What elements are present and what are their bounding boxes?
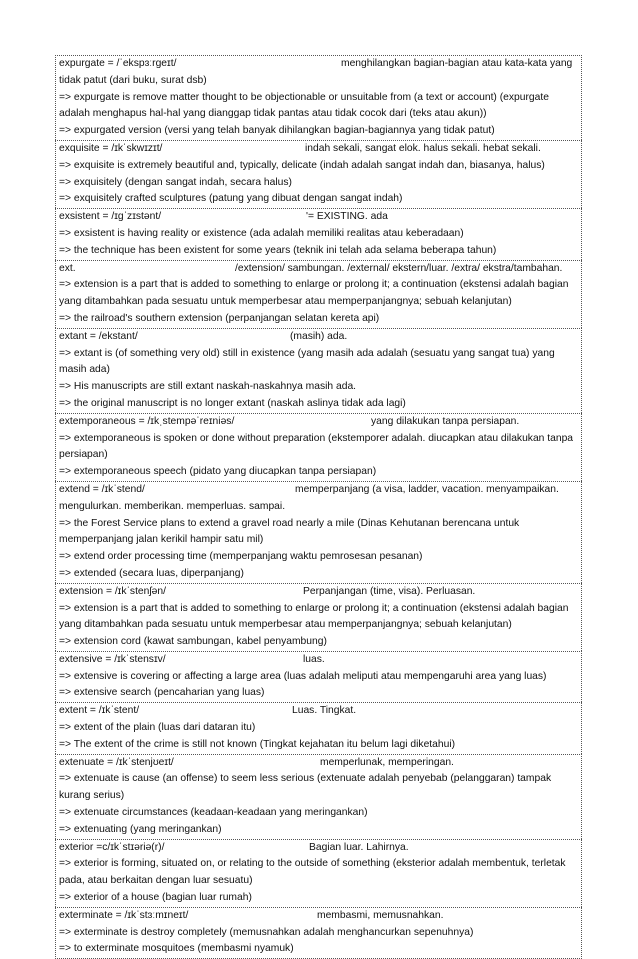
dictionary-entry bbox=[55, 413, 582, 481]
dictionary-entry bbox=[55, 55, 582, 140]
entry-example-line: => extension is a part that is added to something to enlarge or prolong it; a continuation (ekstensi adalah bagian yang ditambahkan pada sesuatu untuk memperbesar atau memperpanjangnya; sebuah kelanjutan) bbox=[59, 602, 569, 631]
dictionary-entry bbox=[55, 839, 582, 907]
entry-definition: Bagian luar. Lahirnya. bbox=[309, 841, 409, 853]
entry-example-line: => exquisite is extremely beautiful and, typically, delicate (indah adalah sangat indah dan, biasanya, halus) bbox=[59, 159, 545, 171]
entry-term: extant = /ekstant/ bbox=[59, 330, 138, 342]
dictionary-entry bbox=[55, 208, 582, 259]
entry-term: exterior =c/ɪkˈstɪəriə(r)/ bbox=[59, 841, 165, 853]
entry-headword-line bbox=[59, 261, 578, 278]
entry-example-line: => exquisitely (dengan sangat indah, secara halus) bbox=[59, 176, 292, 188]
entry-term: extemporaneous = /ɪkˌstempəˈreɪniəs/ bbox=[59, 415, 235, 427]
entry-term: exquisite = /ɪkˈskwɪzɪt/ bbox=[59, 142, 163, 154]
dictionary-entry bbox=[55, 907, 582, 959]
entry-example-line: => exterminate is destroy completely (memusnahkan adalah menghancurkan sepenuhnya) bbox=[59, 926, 474, 938]
entry-example-line: => exterior is forming, situated on, or relating to the outside of something (eksterior adalah membentuk, terletak pada, atau berkaitan dengan luar sesuatu) bbox=[59, 858, 566, 887]
entry-headword-line bbox=[59, 652, 578, 669]
entry-example-line: => extenuating (yang meringankan) bbox=[59, 823, 222, 835]
entry-example-line: => the railroad's southern extension (perpanjangan selatan kereta api) bbox=[59, 312, 380, 324]
entry-term: extent = /ɪkˈstent/ bbox=[59, 705, 140, 717]
entry-definition: indah sekali, sangat elok. halus sekali. hebat sekali. bbox=[305, 142, 541, 154]
dictionary-entry bbox=[55, 481, 582, 583]
entry-example-line: => exterior of a house (bagian luar rumah) bbox=[59, 892, 252, 904]
entry-example-line: => the technique has been existent for some years (teknik ini telah ada selama beberapa tahun) bbox=[59, 244, 497, 256]
entry-example-line: => extenuate is cause (an offense) to seem less serious (extenuate adalah penyebab (pelanggaran) tampak kurang serius) bbox=[59, 773, 552, 802]
entry-example-line: => the original manuscript is no longer extant (naskah aslinya tidak ada lagi) bbox=[59, 397, 406, 409]
entry-term: expurgate = /ˈekspɜːrgeɪt/ bbox=[59, 58, 177, 69]
entry-example-line: => extant is (of something very old) still in existence (yang masih ada adalah (sesuatu yang sangat tua) yang masih ada) bbox=[59, 347, 555, 376]
entry-example-line: => extension cord (kawat sambungan, kabel penyambung) bbox=[59, 636, 327, 648]
dictionary-entry bbox=[55, 754, 582, 839]
entry-headword-line bbox=[59, 755, 578, 772]
entry-example-line: => extensive is covering or affecting a large area (luas adalah meliputi atau mempengaruhi area yang luas) bbox=[59, 670, 547, 682]
entry-definition: Perpanjangan (time, visa). Perluasan. bbox=[303, 585, 476, 597]
dictionary-entry bbox=[55, 702, 582, 753]
entry-example-line: => The extent of the crime is still not known (Tingkat kejahatan itu belum lagi diketahui) bbox=[59, 738, 456, 750]
entry-headword-line bbox=[59, 141, 578, 158]
entry-example-line: => extent of the plain (luas dari dataran itu) bbox=[59, 722, 256, 734]
entry-term: ext. bbox=[59, 262, 76, 274]
entry-definition: memperpanjang (a visa, ladder, vacation. menyampaikan. mengulurkan. memberikan. memperluas. sampai. bbox=[59, 483, 559, 512]
entry-example-line: => the Forest Service plans to extend a gravel road nearly a mile (Dinas Kehutanan berencana untuk memperpanjang jalan kerikil hampir satu mil) bbox=[59, 517, 520, 546]
entry-example-line: => expurgated version (versi yang telah banyak dihilangkan bagian-bagiannya yang tidak patut) bbox=[59, 125, 495, 137]
entry-headword-line bbox=[59, 329, 578, 346]
entry-term: extensive = /ɪkˈstensɪv/ bbox=[59, 653, 166, 665]
entry-term: extenuate = /ɪkˈstenjʊeɪt/ bbox=[59, 756, 174, 768]
entry-example-line: => expurgate is remove matter thought to be objectionable or unsuitable from (a text or account) (expurgate adalah menghapus hal-hal yang dianggap tidak pantas atau tidak cocok dari (teks atau akun)) bbox=[59, 91, 549, 120]
entry-term: exterminate = /ɪkˈstɜːmɪneɪt/ bbox=[59, 909, 189, 921]
entry-headword-line bbox=[59, 56, 578, 90]
dictionary-entry bbox=[55, 328, 582, 413]
dictionary-entry bbox=[55, 651, 582, 702]
entry-headword-line bbox=[59, 209, 578, 226]
entry-example-line: => exquisitely crafted sculptures (patung yang dibuat dengan sangat indah) bbox=[59, 193, 403, 205]
entry-headword-line bbox=[59, 414, 578, 431]
entry-example-line: => exsistent is having reality or existence (ada adalah memiliki realitas atau keberadaan) bbox=[59, 227, 464, 239]
entry-definition: '= EXISTING. ada bbox=[306, 211, 388, 223]
entry-headword-line bbox=[59, 908, 578, 925]
entry-example-line: => extended (secara luas, diperpanjang) bbox=[59, 567, 244, 579]
entry-definition: (masih) ada. bbox=[290, 330, 348, 342]
dictionary-entry bbox=[55, 583, 582, 651]
entry-headword-line bbox=[59, 482, 578, 516]
dictionary-document bbox=[55, 55, 582, 959]
entry-definition: yang dilakukan tanpa persiapan. bbox=[371, 415, 520, 427]
entry-example-line: => extension is a part that is added to something to enlarge or prolong it; a continuation (ekstensi adalah bagian yang ditambahkan pada sesuatu untuk memperbesar atau memperpanjangnya; sebuah kelanjutan) bbox=[59, 279, 569, 308]
entry-example-line: => extensive search (pencaharian yang luas) bbox=[59, 687, 265, 699]
entry-term: exsistent = /ɪgˈzɪstənt/ bbox=[59, 211, 162, 223]
dictionary-entry bbox=[55, 260, 582, 328]
entry-term: extend = /ɪkˈstend/ bbox=[59, 483, 145, 495]
entry-definition: memperlunak, memperingan. bbox=[320, 756, 454, 768]
entry-definition: membasmi, memusnahkan. bbox=[317, 909, 444, 921]
entry-headword-line bbox=[59, 840, 578, 857]
entry-term: extension = /ɪkˈstenʃən/ bbox=[59, 585, 166, 597]
entry-definition: /extension/ sambungan. /external/ ekstern/luar. /extra/ ekstra/tambahan. bbox=[235, 262, 563, 274]
entry-definition: Luas. Tingkat. bbox=[292, 705, 357, 717]
entry-definition: menghilangkan bagian-bagian atau kata-kata yang tidak patut (dari buku, surat dsb) bbox=[59, 58, 573, 86]
entry-example-line: => to exterminate mosquitoes (membasmi nyamuk) bbox=[59, 943, 294, 955]
entry-example-line: => extend order processing time (memperpanjang waktu pemrosesan pesanan) bbox=[59, 551, 423, 563]
entry-example-line: => extemporaneous is spoken or done without preparation (ekstemporer adalah. diucapkan atau dilakukan tanpa persiapan) bbox=[59, 432, 574, 461]
dictionary-entry bbox=[55, 140, 582, 208]
entry-example-line: => extemporaneous speech (pidato yang diucapkan tanpa persiapan) bbox=[59, 466, 377, 478]
entry-example-line: => His manuscripts are still extant naskah-naskahnya masih ada. bbox=[59, 381, 357, 393]
entry-example-line: => extenuate circumstances (keadaan-keadaan yang meringankan) bbox=[59, 807, 368, 819]
entry-headword-line bbox=[59, 584, 578, 601]
entry-definition: luas. bbox=[303, 653, 325, 665]
entry-headword-line bbox=[59, 703, 578, 720]
